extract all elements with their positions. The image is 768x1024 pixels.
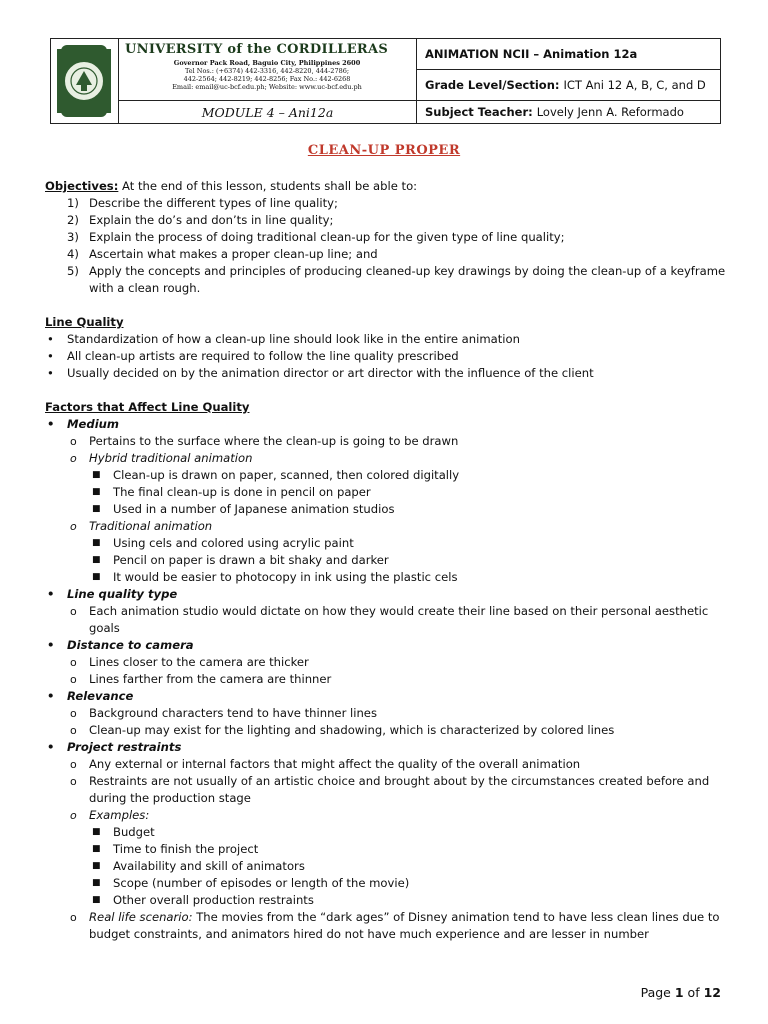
university-name: UNIVERSITY of the CORDILLERAS [125,42,389,57]
list-item: o Background characters tend to have thinner lines [70,706,377,720]
list-item: • Usually decided on by the animation director or art director with the influence of the client [47,366,594,380]
university-tel-line1: Tel Nos.: (+6374) 442-3316, 442-8220, 444-2786; [184,67,350,75]
objectives-intro-text: At the end of this lesson, students shall be able to: [122,179,418,193]
factor-project-restraints: • Project restraints [47,740,182,754]
grade-level-row [417,70,720,101]
objectives-intro [45,178,735,195]
objective-item: 3) Explain the process of doing traditional clean-up for the given type of line quality; [67,230,565,244]
objective-item: 1) Describe the different types of line quality; [67,196,338,210]
university-address: Governor Pack Road, Baguio City, Philippines 2600 [173,59,361,67]
objectives-label: Objectives: [45,179,119,193]
objectives-list [45,195,735,297]
list-item: o Examples: [70,808,150,822]
list-item: o Real life scenario: The movies from the “dark ages” of Disney animation tend to have less clean lines due to budget constraints, and animators hired do not have much experience and are lesser in number [70,910,720,941]
list-item: o Lines farther from the camera are thinner [70,672,332,686]
line-quality-list [45,331,735,382]
list-item: o Restraints are not usually of an artistic choice and brought about by the circumstances created before and during the production stage [70,774,710,805]
objective-item: 5) Apply the concepts and principles of producing cleaned-up key drawings by doing the clean-up of a keyframe with a clean rough. [67,264,726,295]
university-tel-line2: 442-2564; 442-8219; 442-8256; Fax No.: 442-6268 [183,75,351,83]
list-item: ■ Pencil on paper is drawn a bit shaky and darker [92,553,389,567]
list-item: • Standardization of how a clean-up line should look like in the entire animation [47,332,520,346]
header-table [50,38,721,124]
university-info-cell [119,39,417,101]
subject-teacher-value: Lovely Jenn A. Reformado [536,105,684,119]
list-item: ■ Used in a number of Japanese animation studios [92,502,395,516]
list-item: • All clean-up artists are required to follow the line quality prescribed [47,349,459,363]
list-item: ■ Scope (number of episodes or length of the movie) [92,876,410,890]
list-item: o Clean-up may exist for the lighting and shadowing, which is characterized by colored lines [70,723,615,737]
factors-heading: Factors that Affect Line Quality [45,400,250,414]
university-email-line: Email: email@uc-bcf.edu.ph; Website: www.uc-bcf.edu.ph [172,83,362,91]
list-item: ■ Using cels and colored using acrylic paint [92,536,354,550]
grade-level-label: Grade Level/Section: [425,78,560,92]
list-item: ■ Availability and skill of animators [92,859,305,873]
factor-medium: • Medium [47,417,120,431]
university-seal-icon [51,39,117,123]
page-title: CLEAN-UP PROPER [307,143,461,158]
subject-teacher-row [417,101,720,123]
document-body [45,178,735,943]
module-label: MODULE 4 – Ani12a [119,101,417,123]
list-item: ■ Time to finish the project [92,842,259,856]
list-item: o Lines closer to the camera are thicker [70,655,309,669]
factor-line-quality-type: • Line quality type [47,587,178,601]
factors-list [45,416,735,943]
course-title: ANIMATION NCII – Animation 12a [417,39,720,70]
list-item: o Each animation studio would dictate on how they would create their line based on their personal aesthetic goals [70,604,709,635]
list-item: ■ The final clean-up is done in pencil on paper [92,485,371,499]
list-item: ■ Budget [92,825,155,839]
factor-distance: • Distance to camera [47,638,194,652]
list-item: o Pertains to the surface where the clean-up is going to be drawn [70,434,459,448]
list-item: ■ Other overall production restraints [92,893,314,907]
page-number: Page 1 of 12 [640,985,721,1000]
grade-level-value: ICT Ani 12 A, B, C, and D [563,78,706,92]
factor-relevance: • Relevance [47,689,134,703]
list-item: ■ It would be easier to photocopy in ink using the plastic cels [92,570,458,584]
objective-item: 2) Explain the do’s and don’ts in line quality; [67,213,334,227]
list-item: o Traditional animation [70,519,213,533]
subject-teacher-label: Subject Teacher: [425,105,533,119]
list-item: o Hybrid traditional animation [70,451,253,465]
objective-item: 4) Ascertain what makes a proper clean-up line; and [67,247,378,261]
university-logo-cell [51,39,119,123]
list-item: ■ Clean-up is drawn on paper, scanned, then colored digitally [92,468,460,482]
line-quality-heading: Line Quality [45,315,124,329]
list-item: o Any external or internal factors that might affect the quality of the overall animation [70,757,581,771]
